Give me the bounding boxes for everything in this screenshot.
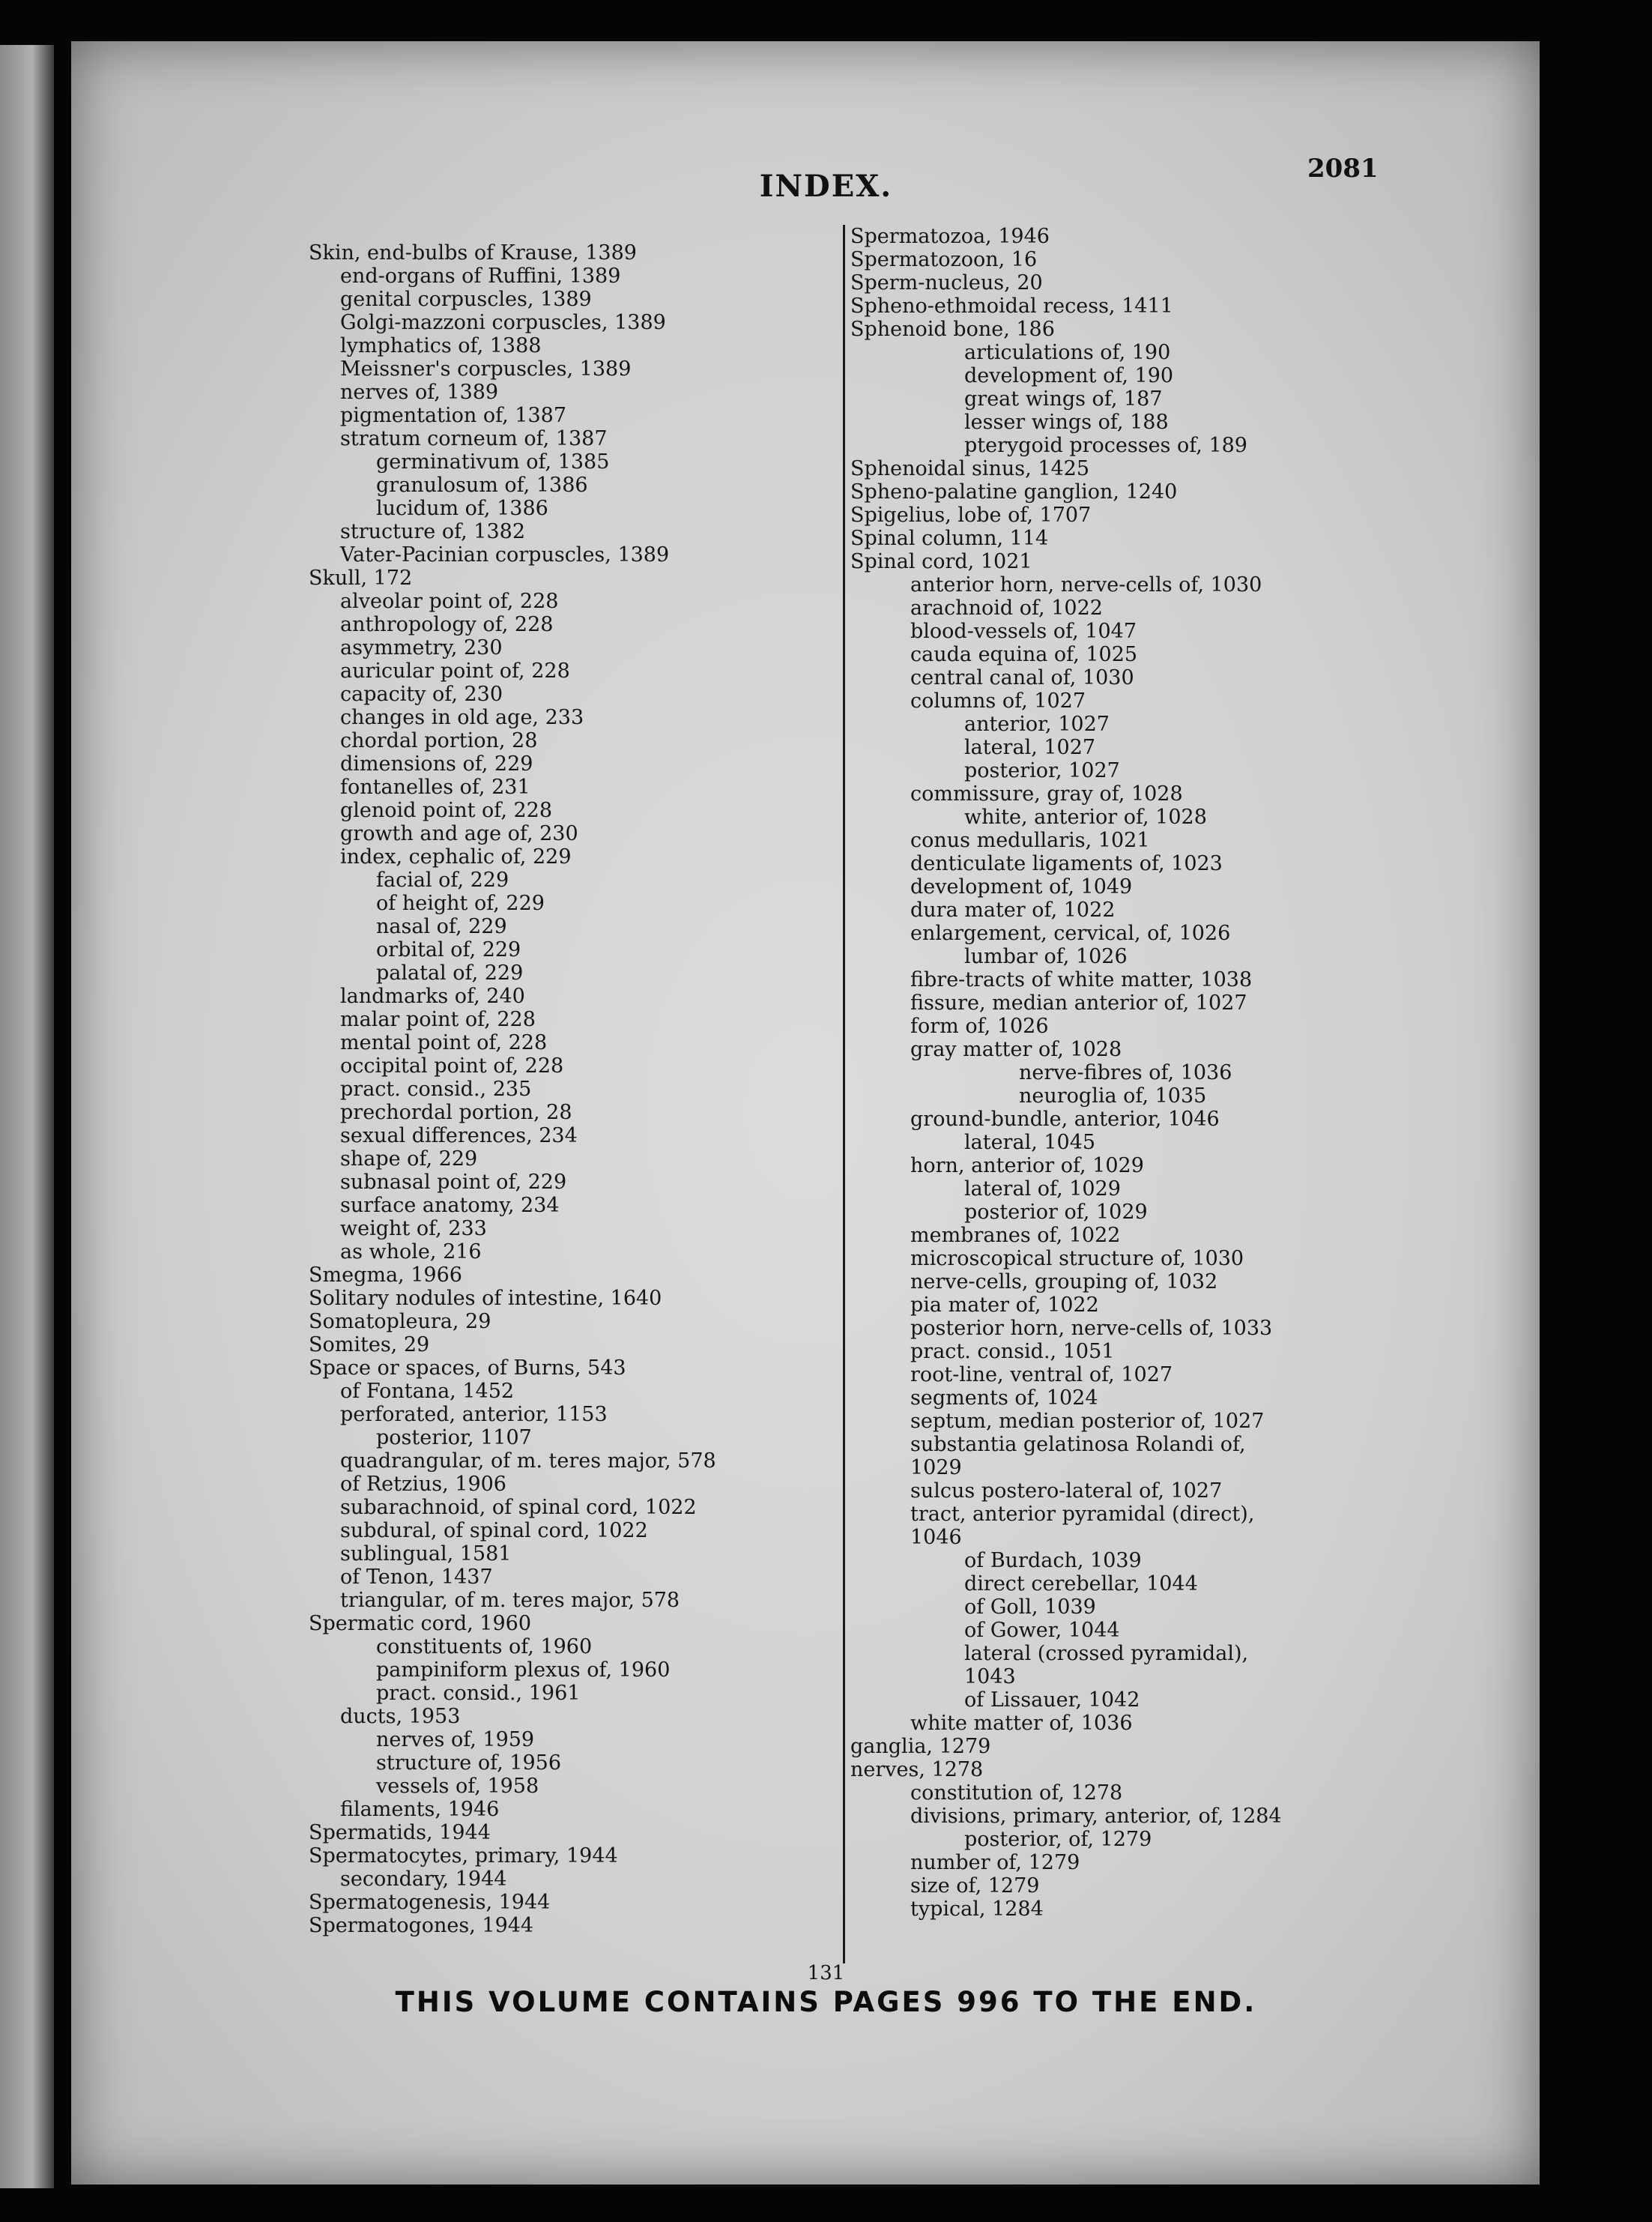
index-entry: constitution of, 1278 bbox=[910, 1781, 1123, 1805]
index-entry: of Lissauer, 1042 bbox=[964, 1688, 1140, 1712]
index-entry: horn, anterior of, 1029 bbox=[910, 1154, 1144, 1177]
page-number: 2081 bbox=[1307, 154, 1379, 184]
index-entry: Spigelius, lobe of, 1707 bbox=[850, 504, 1092, 527]
index-entry: quadrangular, of m. teres major, 578 bbox=[340, 1449, 716, 1473]
index-entry: alveolar point of, 228 bbox=[340, 590, 559, 613]
index-entry: changes in old age, 233 bbox=[340, 706, 584, 729]
index-entry: root-line, ventral of, 1027 bbox=[910, 1363, 1173, 1386]
index-entry: septum, median posterior of, 1027 bbox=[910, 1410, 1265, 1433]
index-entry: Spermatic cord, 1960 bbox=[309, 1612, 531, 1635]
index-entry: Skin, end-bulbs of Krause, 1389 bbox=[309, 241, 637, 265]
index-entry: nerves of, 1959 bbox=[376, 1728, 535, 1751]
index-entry: 1046 bbox=[910, 1526, 962, 1549]
index-entry: dura mater of, 1022 bbox=[910, 899, 1116, 922]
index-entry: as whole, 216 bbox=[340, 1240, 482, 1264]
index-entry: Golgi-mazzoni corpuscles, 1389 bbox=[340, 311, 666, 334]
index-entry: enlargement, cervical, of, 1026 bbox=[910, 922, 1231, 945]
index-entry: Sphenoidal sinus, 1425 bbox=[850, 457, 1090, 480]
column-divider bbox=[843, 225, 845, 1963]
index-entry: orbital of, 229 bbox=[376, 938, 521, 961]
volume-note: THIS VOLUME CONTAINS PAGES 996 TO THE END. bbox=[395, 1986, 1257, 2018]
index-entry: Spinal cord, 1021 bbox=[850, 550, 1032, 573]
index-entry: nerves, 1278 bbox=[850, 1758, 984, 1781]
index-entry: posterior horn, nerve-cells of, 1033 bbox=[910, 1317, 1273, 1340]
index-entry: posterior of, 1029 bbox=[964, 1201, 1148, 1224]
index-entry: membranes of, 1022 bbox=[910, 1224, 1121, 1247]
index-entry: pia mater of, 1022 bbox=[910, 1293, 1099, 1317]
index-entry: nerve-cells, grouping of, 1032 bbox=[910, 1270, 1218, 1293]
index-entry: end-organs of Ruffini, 1389 bbox=[340, 265, 621, 288]
adjacent-page-edge bbox=[0, 45, 54, 2188]
index-entry: ganglia, 1279 bbox=[850, 1735, 991, 1758]
index-entry: Spermatogenesis, 1944 bbox=[309, 1891, 551, 1914]
index-entry: perforated, anterior, 1153 bbox=[340, 1403, 608, 1426]
index-entry: 1029 bbox=[910, 1456, 962, 1479]
index-entry: capacity of, 230 bbox=[340, 683, 503, 706]
index-entry: pterygoid processes of, 189 bbox=[964, 434, 1247, 457]
index-entry: Spermatocytes, primary, 1944 bbox=[309, 1844, 618, 1868]
index-entry: number of, 1279 bbox=[910, 1851, 1080, 1874]
page-title: INDEX. bbox=[759, 169, 893, 204]
index-entry: sexual differences, 234 bbox=[340, 1124, 578, 1147]
index-entry: auricular point of, 228 bbox=[340, 659, 570, 683]
index-entry: blood-vessels of, 1047 bbox=[910, 620, 1137, 643]
index-entry: cauda equina of, 1025 bbox=[910, 643, 1138, 666]
index-entry: chordal portion, 28 bbox=[340, 729, 538, 752]
index-entry: sublingual, 1581 bbox=[340, 1542, 512, 1566]
index-entry: Space or spaces, of Burns, 543 bbox=[309, 1356, 626, 1380]
index-entry: columns of, 1027 bbox=[910, 689, 1086, 713]
signature-mark: 131 bbox=[807, 1962, 845, 1984]
index-entry: form of, 1026 bbox=[910, 1015, 1049, 1038]
index-entry: germinativum of, 1385 bbox=[376, 450, 610, 474]
index-entry: arachnoid of, 1022 bbox=[910, 597, 1103, 620]
index-entry: lumbar of, 1026 bbox=[964, 945, 1128, 968]
index-entry: development of, 1049 bbox=[910, 875, 1133, 899]
index-entry: size of, 1279 bbox=[910, 1874, 1040, 1898]
index-entry: typical, 1284 bbox=[910, 1898, 1044, 1921]
index-entry: occipital point of, 228 bbox=[340, 1054, 564, 1078]
index-entry: landmarks of, 240 bbox=[340, 985, 525, 1008]
index-entry: anthropology of, 228 bbox=[340, 613, 554, 636]
index-entry: of Gower, 1044 bbox=[964, 1619, 1120, 1642]
index-entry: lymphatics of, 1388 bbox=[340, 334, 542, 357]
index-entry: nerve-fibres of, 1036 bbox=[1019, 1061, 1232, 1084]
index-entry: Spinal column, 114 bbox=[850, 527, 1049, 550]
index-entry: commissure, gray of, 1028 bbox=[910, 782, 1183, 806]
index-entry: glenoid point of, 228 bbox=[340, 799, 553, 822]
index-entry: granulosum of, 1386 bbox=[376, 474, 588, 497]
index-entry: Somites, 29 bbox=[309, 1333, 430, 1356]
index-entry: 1043 bbox=[964, 1665, 1016, 1688]
index-entry: of Burdach, 1039 bbox=[964, 1549, 1142, 1572]
index-entry: subnasal point of, 229 bbox=[340, 1171, 567, 1194]
index-entry: Spermatozoon, 16 bbox=[850, 248, 1038, 271]
index-entry: posterior, of, 1279 bbox=[964, 1828, 1152, 1851]
index-entry: lateral, 1027 bbox=[964, 736, 1096, 759]
index-entry: of Fontana, 1452 bbox=[340, 1380, 515, 1403]
index-entry: mental point of, 228 bbox=[340, 1031, 548, 1054]
index-entry: index, cephalic of, 229 bbox=[340, 845, 572, 869]
index-entry: Spheno-palatine ganglion, 1240 bbox=[850, 480, 1178, 504]
index-entry: neuroglia of, 1035 bbox=[1019, 1084, 1207, 1108]
index-entry: articulations of, 190 bbox=[964, 341, 1171, 364]
index-entry: subarachnoid, of spinal cord, 1022 bbox=[340, 1496, 697, 1519]
index-entry: lucidum of, 1386 bbox=[376, 497, 548, 520]
index-entry: dimensions of, 229 bbox=[340, 752, 533, 776]
index-entry: divisions, primary, anterior, of, 1284 bbox=[910, 1805, 1282, 1828]
index-entry: palatal of, 229 bbox=[376, 961, 524, 985]
index-entry: fibre-tracts of white matter, 1038 bbox=[910, 968, 1253, 991]
index-entry: surface anatomy, 234 bbox=[340, 1194, 560, 1217]
index-entry: asymmetry, 230 bbox=[340, 636, 503, 659]
index-entry: growth and age of, 230 bbox=[340, 822, 578, 845]
index-entry: lateral of, 1029 bbox=[964, 1177, 1121, 1201]
index-entry: ducts, 1953 bbox=[340, 1705, 461, 1728]
index-entry: of height of, 229 bbox=[376, 892, 545, 915]
index-entry: pract. consid., 1051 bbox=[910, 1340, 1115, 1363]
index-entry: nasal of, 229 bbox=[376, 915, 507, 938]
index-entry: Vater-Pacinian corpuscles, 1389 bbox=[340, 543, 670, 567]
index-entry: nerves of, 1389 bbox=[340, 381, 499, 404]
index-entry: development of, 190 bbox=[964, 364, 1174, 387]
index-entry: pract. consid., 235 bbox=[340, 1078, 532, 1101]
index-entry: filaments, 1946 bbox=[340, 1798, 500, 1821]
index-entry: subdural, of spinal cord, 1022 bbox=[340, 1519, 648, 1542]
index-entry: pract. consid., 1961 bbox=[376, 1682, 581, 1705]
index-entry: microscopical structure of, 1030 bbox=[910, 1247, 1244, 1270]
index-entry: fissure, median anterior of, 1027 bbox=[910, 991, 1247, 1015]
index-entry: triangular, of m. teres major, 578 bbox=[340, 1589, 680, 1612]
index-entry: Spermatogones, 1944 bbox=[309, 1914, 534, 1937]
index-entry: Smegma, 1966 bbox=[309, 1264, 462, 1287]
index-entry: structure of, 1956 bbox=[376, 1751, 561, 1775]
index-entry: central canal of, 1030 bbox=[910, 666, 1134, 689]
index-entry: Skull, 172 bbox=[309, 567, 413, 590]
index-entry: pigmentation of, 1387 bbox=[340, 404, 566, 427]
index-entry: facial of, 229 bbox=[376, 869, 509, 892]
index-entry: denticulate ligaments of, 1023 bbox=[910, 852, 1223, 875]
index-entry: posterior, 1107 bbox=[376, 1426, 532, 1449]
index-entry: pampiniform plexus of, 1960 bbox=[376, 1658, 671, 1682]
index-entry: shape of, 229 bbox=[340, 1147, 478, 1171]
index-column-left bbox=[309, 241, 833, 1937]
index-entry: Spermatozoa, 1946 bbox=[850, 225, 1050, 248]
index-entry: of Tenon, 1437 bbox=[340, 1566, 493, 1589]
index-entry: secondary, 1944 bbox=[340, 1868, 507, 1891]
index-entry: Somatopleura, 29 bbox=[309, 1310, 491, 1333]
index-entry: tract, anterior pyramidal (direct), bbox=[910, 1503, 1255, 1526]
index-column-right bbox=[850, 225, 1435, 1921]
index-entry: malar point of, 228 bbox=[340, 1008, 536, 1031]
index-entry: prechordal portion, 28 bbox=[340, 1101, 572, 1124]
index-entry: fontanelles of, 231 bbox=[340, 776, 530, 799]
index-entry: great wings of, 187 bbox=[964, 387, 1163, 411]
index-entry: white matter of, 1036 bbox=[910, 1712, 1133, 1735]
index-entry: anterior, 1027 bbox=[964, 713, 1110, 736]
index-entry: of Goll, 1039 bbox=[964, 1595, 1096, 1619]
index-entry: lesser wings of, 188 bbox=[964, 411, 1169, 434]
index-entry: substantia gelatinosa Rolandi of, bbox=[910, 1433, 1246, 1456]
index-entry: lateral (crossed pyramidal), bbox=[964, 1642, 1249, 1665]
index-entry: white, anterior of, 1028 bbox=[964, 806, 1207, 829]
index-entry: of Retzius, 1906 bbox=[340, 1473, 506, 1496]
index-entry: constituents of, 1960 bbox=[376, 1635, 593, 1658]
index-entry: stratum corneum of, 1387 bbox=[340, 427, 608, 450]
index-entry: Meissner's corpuscles, 1389 bbox=[340, 357, 632, 381]
index-entry: direct cerebellar, 1044 bbox=[964, 1572, 1198, 1595]
index-entry: Sperm-nucleus, 20 bbox=[850, 271, 1043, 295]
index-entry: weight of, 233 bbox=[340, 1217, 487, 1240]
index-entry: anterior horn, nerve-cells of, 1030 bbox=[910, 573, 1262, 597]
index-entry: vessels of, 1958 bbox=[376, 1775, 539, 1798]
index-entry: Solitary nodules of intestine, 1640 bbox=[309, 1287, 662, 1310]
index-entry: Spheno-ethmoidal recess, 1411 bbox=[850, 295, 1173, 318]
index-entry: sulcus postero-lateral of, 1027 bbox=[910, 1479, 1223, 1503]
index-entry: posterior, 1027 bbox=[964, 759, 1120, 782]
index-entry: conus medullaris, 1021 bbox=[910, 829, 1150, 852]
index-entry: structure of, 1382 bbox=[340, 520, 525, 543]
index-entry: Spermatids, 1944 bbox=[309, 1821, 491, 1844]
index-entry: gray matter of, 1028 bbox=[910, 1038, 1122, 1061]
index-entry: lateral, 1045 bbox=[964, 1131, 1096, 1154]
index-entry: ground-bundle, anterior, 1046 bbox=[910, 1108, 1220, 1131]
index-entry: genital corpuscles, 1389 bbox=[340, 288, 592, 311]
index-entry: segments of, 1024 bbox=[910, 1386, 1098, 1410]
index-entry: Sphenoid bone, 186 bbox=[850, 318, 1055, 341]
